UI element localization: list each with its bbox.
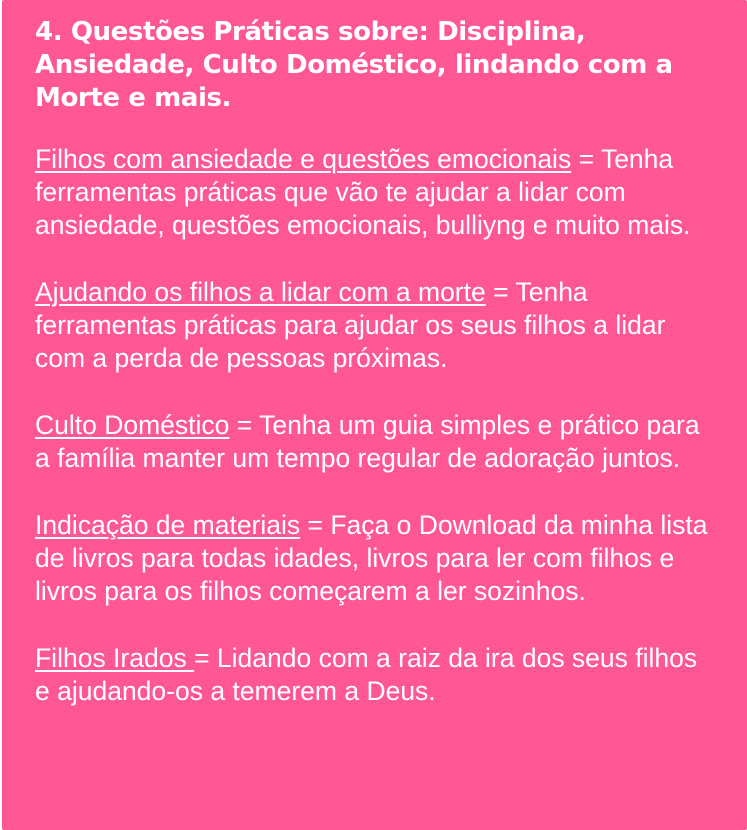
content-card [2,0,747,830]
topic-materials-link[interactable]: Indicação de materiais [35,510,301,540]
separator: = [229,410,260,440]
topic-death [35,276,717,375]
topic-angry-children [35,642,717,708]
topic-angry-children-description: Lidando com a raiz da ira dos seus filhos e ajudando-os a temerem a Deus. [35,643,698,706]
topic-family-worship-link[interactable]: Culto Doméstico [35,410,230,440]
topic-anxiety-link[interactable]: Filhos com ansiedade e questões emocionais [35,144,572,174]
separator: = [571,144,601,174]
topic-death-link[interactable]: Ajudando os filhos a lidar com a morte [35,277,486,307]
section-title: 4. Questões Práticas sobre: Disciplina, Ansiedade, Culto Doméstico, lindando com a Morte e mais. [35,17,673,113]
topic-family-worship-description: Tenha um guia simples e prático para a família manter um tempo regular de adoração juntos. [35,410,700,473]
separator: = [194,643,217,673]
topic-anxiety [35,143,717,242]
separator: = [485,277,516,307]
topic-death-description: Tenha ferramentas práticas para ajudar os seus filhos a lidar com a perda de pessoas próximas. [35,277,666,373]
separator: = [300,510,331,540]
topic-materials-description: Faça o Download da minha lista de livros para todas idades, livros para ler com filhos e livros para os filhos começarem a ler sozinhos. [35,510,708,606]
topic-angry-children-link[interactable]: Filhos Irados [35,643,195,673]
topic-materials [35,509,717,608]
topic-anxiety-description: Tenha ferramentas práticas que vão te ajudar a lidar com ansiedade, questões emocionais, bulliyng e muito mais. [35,144,691,240]
topic-family-worship [35,409,717,475]
